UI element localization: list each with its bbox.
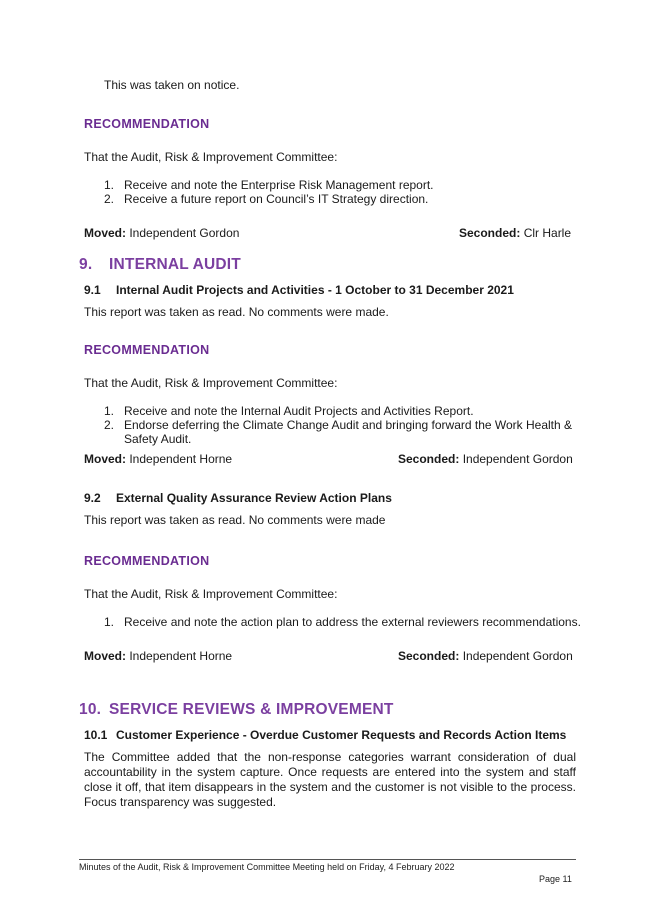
seconded-label: Seconded: (398, 649, 460, 663)
moved-label: Moved: (84, 649, 126, 663)
section-title: INTERNAL AUDIT (109, 256, 241, 273)
list-text: Receive and note the Internal Audit Projects and Activities Report. (124, 404, 474, 418)
seconded-value: Independent Gordon (462, 649, 573, 663)
recommendation-heading: RECOMMENDATION (84, 554, 210, 568)
report-note: This report was taken as read. No comments were made (84, 513, 386, 527)
moved-value: Independent Gordon (129, 226, 240, 240)
seconded-line (398, 452, 573, 467)
moved-value: Independent Horne (129, 452, 233, 466)
list-item (104, 404, 474, 418)
seconded-line (459, 226, 571, 241)
seconded-label: Seconded: (459, 226, 521, 240)
paragraph-10-1: The Committee added that the non-response categories warrant consideration of dual accountability in the system capture. Once requests are entered into the system and staff close it off, that item disappears in the system and the customer is not visible to the process. Focus transparency was suggested. (84, 750, 576, 809)
subsection-heading-9-2 (84, 491, 392, 505)
subsection-heading-9-1 (84, 283, 514, 297)
subsection-title: Internal Audit Projects and Activities - 1 October to 31 December 2021 (116, 283, 514, 297)
moved-line (84, 226, 239, 241)
list-text: Receive and note the action plan to address the external reviewers recommendations. (124, 615, 581, 629)
recommendation-heading: RECOMMENDATION (84, 117, 210, 131)
committee-intro: That the Audit, Risk & Improvement Committee: (84, 150, 338, 164)
subsection-number: 9.2 (84, 491, 101, 505)
section-heading-internal-audit (79, 256, 241, 274)
list-text-continuation: Safety Audit. (124, 432, 192, 446)
footer-text: Minutes of the Audit, Risk & Improvement Committee Meeting held on Friday, 4 February 2022 (79, 862, 455, 872)
list-text: Receive a future report on Council’s IT Strategy direction. (124, 192, 429, 206)
list-number: 2. (104, 192, 115, 206)
moved-label: Moved: (84, 226, 126, 240)
seconded-value: Clr Harle (523, 226, 572, 240)
subsection-number: 9.1 (84, 283, 101, 297)
list-number: 2. (104, 418, 115, 432)
list-item (104, 192, 428, 206)
list-text: Receive and note the Enterprise Risk Management report. (124, 178, 434, 192)
list-number: 1. (104, 404, 115, 418)
page-number: Page 11 (539, 874, 572, 884)
list-number: 1. (104, 615, 115, 629)
notice-text: This was taken on notice. (104, 78, 240, 92)
seconded-line (398, 649, 573, 664)
moved-line (84, 452, 232, 467)
seconded-label: Seconded: (398, 452, 460, 466)
list-item (104, 615, 581, 629)
seconded-value: Independent Gordon (462, 452, 573, 466)
list-item (104, 178, 434, 192)
list-item (104, 418, 572, 432)
section-heading-service-reviews (79, 701, 394, 719)
moved-line (84, 649, 232, 664)
list-number: 1. (104, 178, 115, 192)
footer-divider (79, 859, 576, 860)
section-number: 10. (79, 701, 102, 718)
section-number: 9. (79, 256, 93, 273)
section-title: SERVICE REVIEWS & IMPROVEMENT (109, 701, 394, 718)
subsection-title: External Quality Assurance Review Action Plans (116, 491, 392, 505)
report-note: This report was taken as read. No comments were made. (84, 305, 389, 319)
list-text: Endorse deferring the Climate Change Audit and bringing forward the Work Health & (124, 418, 573, 432)
moved-label: Moved: (84, 452, 126, 466)
committee-intro: That the Audit, Risk & Improvement Committee: (84, 376, 338, 390)
committee-intro: That the Audit, Risk & Improvement Committee: (84, 587, 338, 601)
moved-value: Independent Horne (129, 649, 233, 663)
subsection-number: 10.1 (84, 728, 108, 742)
subsection-heading-10-1 (84, 728, 566, 742)
subsection-title: Customer Experience - Overdue Customer Requests and Records Action Items (116, 728, 567, 742)
recommendation-heading: RECOMMENDATION (84, 343, 210, 357)
